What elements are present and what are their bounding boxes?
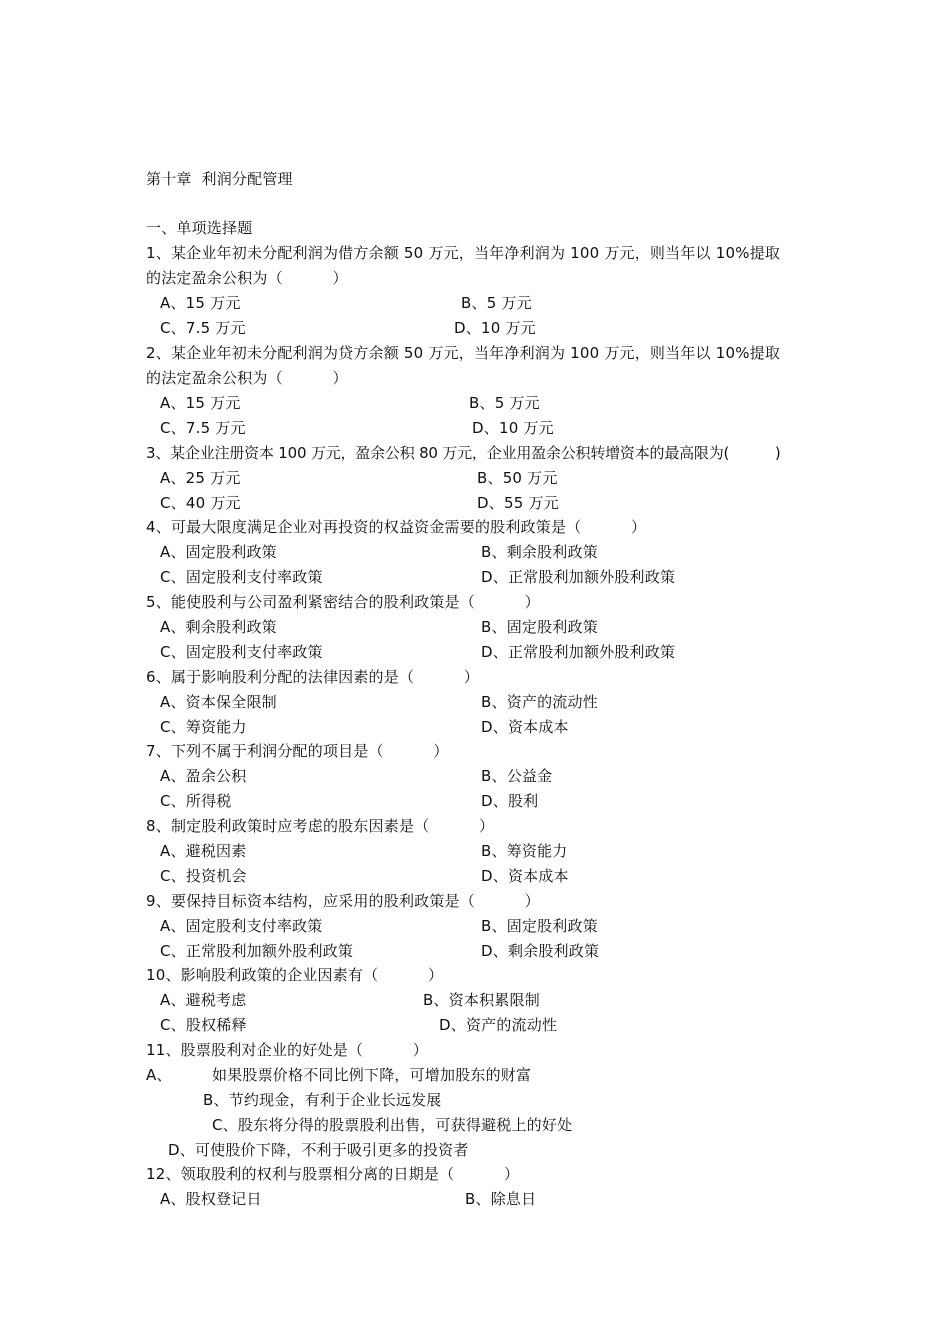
- option-b: B、资产的流动性: [481, 693, 598, 711]
- option-d: D、资本成本: [481, 867, 569, 885]
- option-d: D、55 万元: [477, 494, 559, 512]
- question-stem: 2、某企业年初未分配利润为贷方余额 50 万元，当年净利润为 100 万元，则当年以 10%提取: [146, 344, 781, 362]
- option-a: A、固定股利支付率政策: [160, 917, 323, 935]
- chapter-title: 第十章 利润分配管理: [146, 170, 293, 188]
- option-d: D、剩余股利政策: [481, 942, 600, 960]
- option-a: A、15 万元: [160, 394, 241, 412]
- question-stem: 1、某企业年初未分配利润为借方余额 50 万元，当年净利润为 100 万元，则当年以 10%提取: [146, 244, 781, 262]
- option-b: B、除息日: [465, 1190, 537, 1208]
- question-stem: 7、下列不属于利润分配的项目是（ ）: [146, 742, 449, 760]
- option-a: A、15 万元: [160, 294, 241, 312]
- option-a: A、盈余公积: [160, 767, 247, 785]
- option-c: C、40 万元: [160, 494, 241, 512]
- question-stem: 11、股票股利对企业的好处是（ ）: [146, 1041, 428, 1059]
- option-b: B、节约现金，有利于企业长远发展: [203, 1091, 442, 1109]
- option-b: B、5 万元: [461, 294, 532, 312]
- question-stem: 的法定盈余公积为（ ）: [146, 369, 348, 387]
- option-c: C、股东将分得的股票股利出售，可获得避税上的好处: [212, 1116, 573, 1134]
- option-b: B、筹资能力: [481, 842, 568, 860]
- option-d: D、10 万元: [454, 319, 536, 337]
- option-d: D、正常股利加额外股利政策: [481, 643, 676, 661]
- option-c: C、7.5 万元: [160, 419, 246, 437]
- question-stem: 3、某企业注册资本 100 万元，盈余公积 80 万元，企业用盈余公积转增资本的最高限为( ): [146, 444, 781, 462]
- option-a: 如果股票价格不同比例下降，可增加股东的财富: [212, 1066, 532, 1084]
- option-d: D、股利: [481, 792, 539, 810]
- option-a: A、避税因素: [160, 842, 247, 860]
- section-title: 一、单项选择题: [146, 219, 253, 237]
- option-c: C、筹资能力: [160, 718, 247, 736]
- question-stem: 10、影响股利政策的企业因素有（ ）: [146, 966, 444, 984]
- question-stem: 4、可最大限度满足企业对再投资的权益资金需要的股利政策是（ ）: [146, 518, 647, 536]
- option-c: C、所得税: [160, 792, 232, 810]
- option-b: B、5 万元: [469, 394, 540, 412]
- option-b: B、公益金: [481, 767, 553, 785]
- option-a: A、25 万元: [160, 469, 241, 487]
- option-a: A、资本保全限制: [160, 693, 277, 711]
- option-d: D、10 万元: [472, 419, 554, 437]
- option-d: D、资本成本: [481, 718, 569, 736]
- question-stem: 9、要保持目标资本结构，应采用的股利政策是（ ）: [146, 892, 540, 910]
- question-stem: 5、能使股利与公司盈利紧密结合的股利政策是（ ）: [146, 593, 540, 611]
- option-b: B、资本积累限制: [423, 991, 540, 1009]
- option-d: D、可使股价下降，不利于吸引更多的投资者: [168, 1141, 469, 1159]
- question-stem: 8、制定股利政策时应考虑的股东因素是（ ）: [146, 817, 495, 835]
- question-stem: 的法定盈余公积为（ ）: [146, 269, 348, 287]
- option-c: C、正常股利加额外股利政策: [160, 942, 354, 960]
- option-d: D、正常股利加额外股利政策: [481, 568, 676, 586]
- question-stem: 12、领取股利的权利与股票相分离的日期是（ ）: [146, 1165, 520, 1183]
- option-b: B、50 万元: [477, 469, 558, 487]
- option-c: C、股权稀释: [160, 1016, 247, 1034]
- option-c: C、固定股利支付率政策: [160, 643, 323, 661]
- option-a: A、剩余股利政策: [160, 618, 277, 636]
- option-b: B、剩余股利政策: [481, 543, 598, 561]
- option-c: C、7.5 万元: [160, 319, 246, 337]
- option-c: C、固定股利支付率政策: [160, 568, 323, 586]
- option-a-marker: A、: [146, 1066, 172, 1084]
- option-b: B、固定股利政策: [481, 618, 598, 636]
- option-a: A、避税考虑: [160, 991, 247, 1009]
- option-b: B、固定股利政策: [481, 917, 598, 935]
- option-a: A、股权登记日: [160, 1190, 262, 1208]
- option-d: D、资产的流动性: [439, 1016, 558, 1034]
- option-a: A、固定股利政策: [160, 543, 277, 561]
- option-c: C、投资机会: [160, 867, 247, 885]
- question-stem: 6、属于影响股利分配的法律因素的是（ ）: [146, 668, 480, 686]
